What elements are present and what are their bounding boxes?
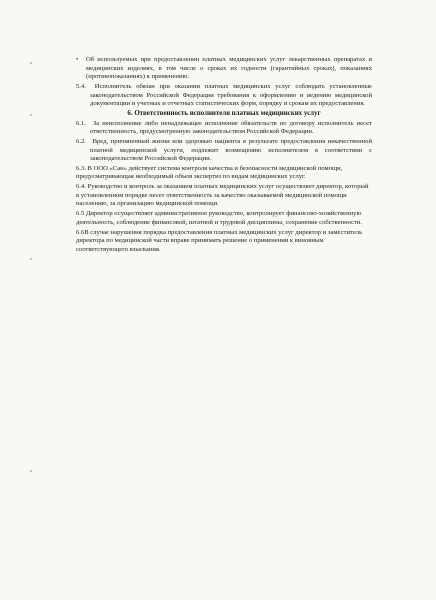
paragraph-text: Директор осуществляет административное руководство, контролирует финансово-хозяйственную деятельность, соблюдение финансовой, штатной и трудовой дисциплины, сохранение собственности. <box>76 210 363 226</box>
paragraph-text: За неисполнение либо ненадлежащее исполнение обязательств по договору исполнитель несет ответственность, предусмотренную законодательством Российской Федерации. <box>90 119 372 136</box>
paragraph-number: 6.3. <box>76 164 86 172</box>
paragraph-6-5 <box>76 210 372 227</box>
scan-speck <box>30 114 32 116</box>
paragraph-text: Вред, причиненный жизни или здоровью пациента в результате предоставления некачественной платной медицинской услуги, подлежит возмещению исполнителем в соответствии с законодательством Российской Федерации. <box>90 137 373 163</box>
paragraph-5-4 <box>76 83 372 109</box>
scan-speck <box>30 62 32 64</box>
paragraph-number: 5.4. <box>76 82 86 90</box>
scan-speck <box>30 258 32 260</box>
paragraph-6-4 <box>76 183 372 209</box>
bullet-marker: • <box>76 56 79 63</box>
paragraph-text: В ООО «Сан» действует система контроля качества и безопасности медицинской помощи, предусматривающая необходимый объем экспертиз по видам медицинских услуг. <box>76 164 343 181</box>
document-body <box>76 56 372 256</box>
section-heading: 6. Ответственность исполнителя платных медицинских услуг <box>127 109 321 117</box>
paragraph-text: Об используемых при предоставлении платных медицинских услуг лекарственных препаратах и медицинских изделиях, в том числе о сроках их годности (гарантийных сроках), показаниях (противопоказаниях) к применению. <box>86 56 372 81</box>
paragraph-text: Исполнитель обязан при оказании платных медицинских услуг соблюдать установленные законодательством Российской Федерации требования к оформлению и ведению медицинской документации и учетных и отчетных статистических форм, порядку и срокам их предоставления. <box>90 82 372 108</box>
paragraph-bullet-info <box>76 56 372 82</box>
paragraph-6-2 <box>76 138 372 164</box>
paragraph-text: Руководство и контроль за оказанием платных медицинских услуг осуществляет директор, который в установленном порядке несет ответственность за качество оказываемой медицинской помощи населению, за организацию медицинской помощи. <box>76 183 369 208</box>
paragraph-text: В случае нарушения порядка предоставления платных медицинских услуг директор и заместитель директора по медицинской части вправе принимать решение о применении к виновным соответствующего взыскания. <box>76 228 363 253</box>
paragraph-6-1 <box>76 120 372 137</box>
paragraph-number: 6.5 <box>76 210 85 218</box>
paragraph-number: 6.6 <box>76 228 85 236</box>
paragraph-6-3 <box>76 165 372 182</box>
paragraph-number: 6.4. <box>76 183 86 191</box>
paragraph-number: 6.1. <box>76 119 86 127</box>
paragraph-6-6 <box>76 229 372 255</box>
scan-speck <box>30 470 32 472</box>
paragraph-number: 6.2. <box>76 137 86 145</box>
